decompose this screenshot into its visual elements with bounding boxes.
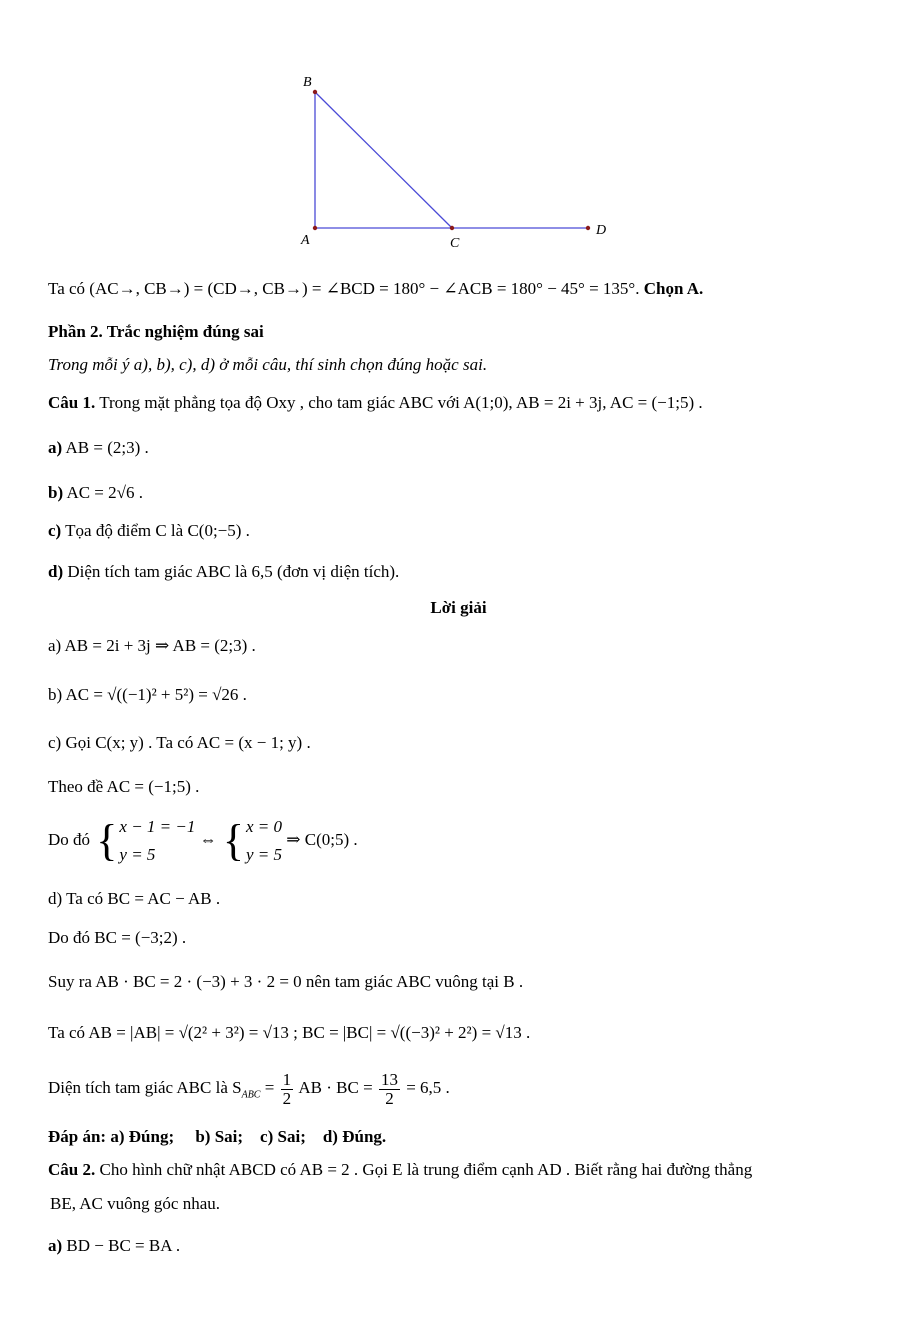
area-result: = 6,5 .: [406, 1078, 450, 1097]
system-2-row-2: y = 5: [246, 845, 283, 865]
question-2-cont: BE, AC vuông góc nhau.: [50, 1194, 220, 1213]
label-d: D: [596, 223, 607, 238]
option-c-label: c): [48, 521, 62, 540]
label-a: A: [301, 233, 310, 248]
solution-given: Theo đề AC = (−1;5) .: [48, 777, 200, 796]
solution-a: a) AB = 2i + 3j ⇒ AB = (2;3) .: [48, 636, 256, 655]
point-b: [313, 90, 317, 94]
option-c-text: Tọa độ điểm C là C(0;−5) .: [65, 521, 250, 540]
system-result: ⇒ C(0;5) .: [286, 830, 358, 849]
area-middle: AB · BC =: [298, 1078, 373, 1097]
option-b-label: b): [48, 483, 64, 502]
equivalent-icon: ⇔: [199, 830, 217, 849]
system-2-row-1: x = 0: [246, 817, 283, 837]
question-1-label: Câu 1.: [48, 393, 96, 412]
solution-dot-product: Suy ra AB · BC = 2 · (−3) + 3 · 2 = 0 nên tam giác ABC vuông tại B .: [48, 972, 524, 991]
area-prefix: Diện tích tam giác ABC là S: [48, 1078, 242, 1097]
question-1-text: Trong mặt phẳng tọa độ Oxy , cho tam giác ABC với A(1;0), AB = 2i + 3j, AC = (−1;5) .: [99, 393, 703, 412]
option-a-q2-text: BD − BC = BA .: [66, 1236, 181, 1255]
solution-lengths: Ta có AB = |AB| = √(2² + 3²) = √13 ; BC = |BC| = √((−3)² + 2²) = √13 .: [48, 1023, 531, 1042]
section-intro: Trong mỗi ý a), b), c), d) ở mỗi câu, thí sinh chọn đúng hoặc sai.: [48, 355, 488, 374]
option-d-text: Diện tích tam giác ABC là 6,5 (đơn vị diện tích).: [67, 562, 400, 581]
option-a: [48, 438, 149, 458]
question-1: [48, 393, 703, 413]
fraction-half-den: 2: [282, 1088, 292, 1108]
option-b-text: AC = 2√6 .: [66, 483, 143, 502]
system-prefix: Do đó: [48, 830, 91, 849]
option-a-q2-label: a): [48, 1236, 63, 1255]
system-1-row-1: x − 1 = −1: [119, 817, 196, 837]
option-a-text: AB = (2;3) .: [65, 438, 149, 457]
question-2: [48, 1160, 752, 1180]
fraction-13-den: 2: [385, 1088, 394, 1108]
triangle-figure: [0, 0, 917, 270]
answer-key: Đáp án: a) Đúng; b) Sai; c) Sai; d) Đúng.: [48, 1127, 387, 1146]
section-heading: Phần 2. Trắc nghiệm đúng sai: [48, 322, 264, 341]
point-d: [586, 226, 590, 230]
option-b: [48, 483, 143, 503]
fraction-13-2: [379, 1071, 400, 1108]
angle-computation: Ta có (AC→, CB→) = (CD→, CB→) = ∠BCD = 180° − ∠ACB = 180° − 45° = 135°.: [48, 279, 640, 298]
label-c: C: [450, 236, 460, 251]
area-subscript: ABC: [241, 1089, 261, 1101]
option-a-q2: [48, 1236, 180, 1256]
solution-area: [48, 1066, 450, 1117]
area-equals: =: [264, 1078, 275, 1097]
question-2-label: Câu 2.: [48, 1160, 96, 1179]
solution-d: d) Ta có BC = AC − AB .: [48, 889, 221, 908]
fraction-half-num: 1: [282, 1069, 292, 1089]
solution-system: [48, 812, 358, 869]
solution-heading: Lời giải: [430, 598, 487, 617]
question-2-text: Cho hình chữ nhật ABCD có AB = 2 . Gọi E là trung điểm cạnh AD . Biết rằng hai đường thẳng: [99, 1160, 753, 1179]
left-brace-icon: {: [222, 816, 244, 866]
solution-bc: Do đó BC = (−3;2) .: [48, 928, 187, 947]
label-b: B: [303, 75, 312, 90]
solution-c: c) Gọi C(x; y) . Ta có AC = (x − 1; y) .: [48, 733, 311, 752]
fraction-13-num: 13: [380, 1069, 398, 1089]
option-a-label: a): [48, 438, 63, 457]
choose-a: Chọn A.: [643, 279, 704, 298]
option-d: [48, 562, 399, 582]
fraction-half: [281, 1071, 294, 1108]
point-a: [313, 226, 317, 230]
system-2: [246, 813, 282, 869]
left-brace-icon: {: [96, 816, 118, 866]
segment-bc: [315, 92, 452, 228]
option-d-label: d): [48, 562, 64, 581]
solution-b: b) AC = √((−1)² + 5²) = √26 .: [48, 685, 247, 704]
point-c: [450, 226, 454, 230]
line-answer-prev: [48, 279, 703, 299]
option-c: [48, 521, 250, 541]
system-1: [119, 813, 195, 869]
system-1-row-2: y = 5: [119, 845, 156, 865]
